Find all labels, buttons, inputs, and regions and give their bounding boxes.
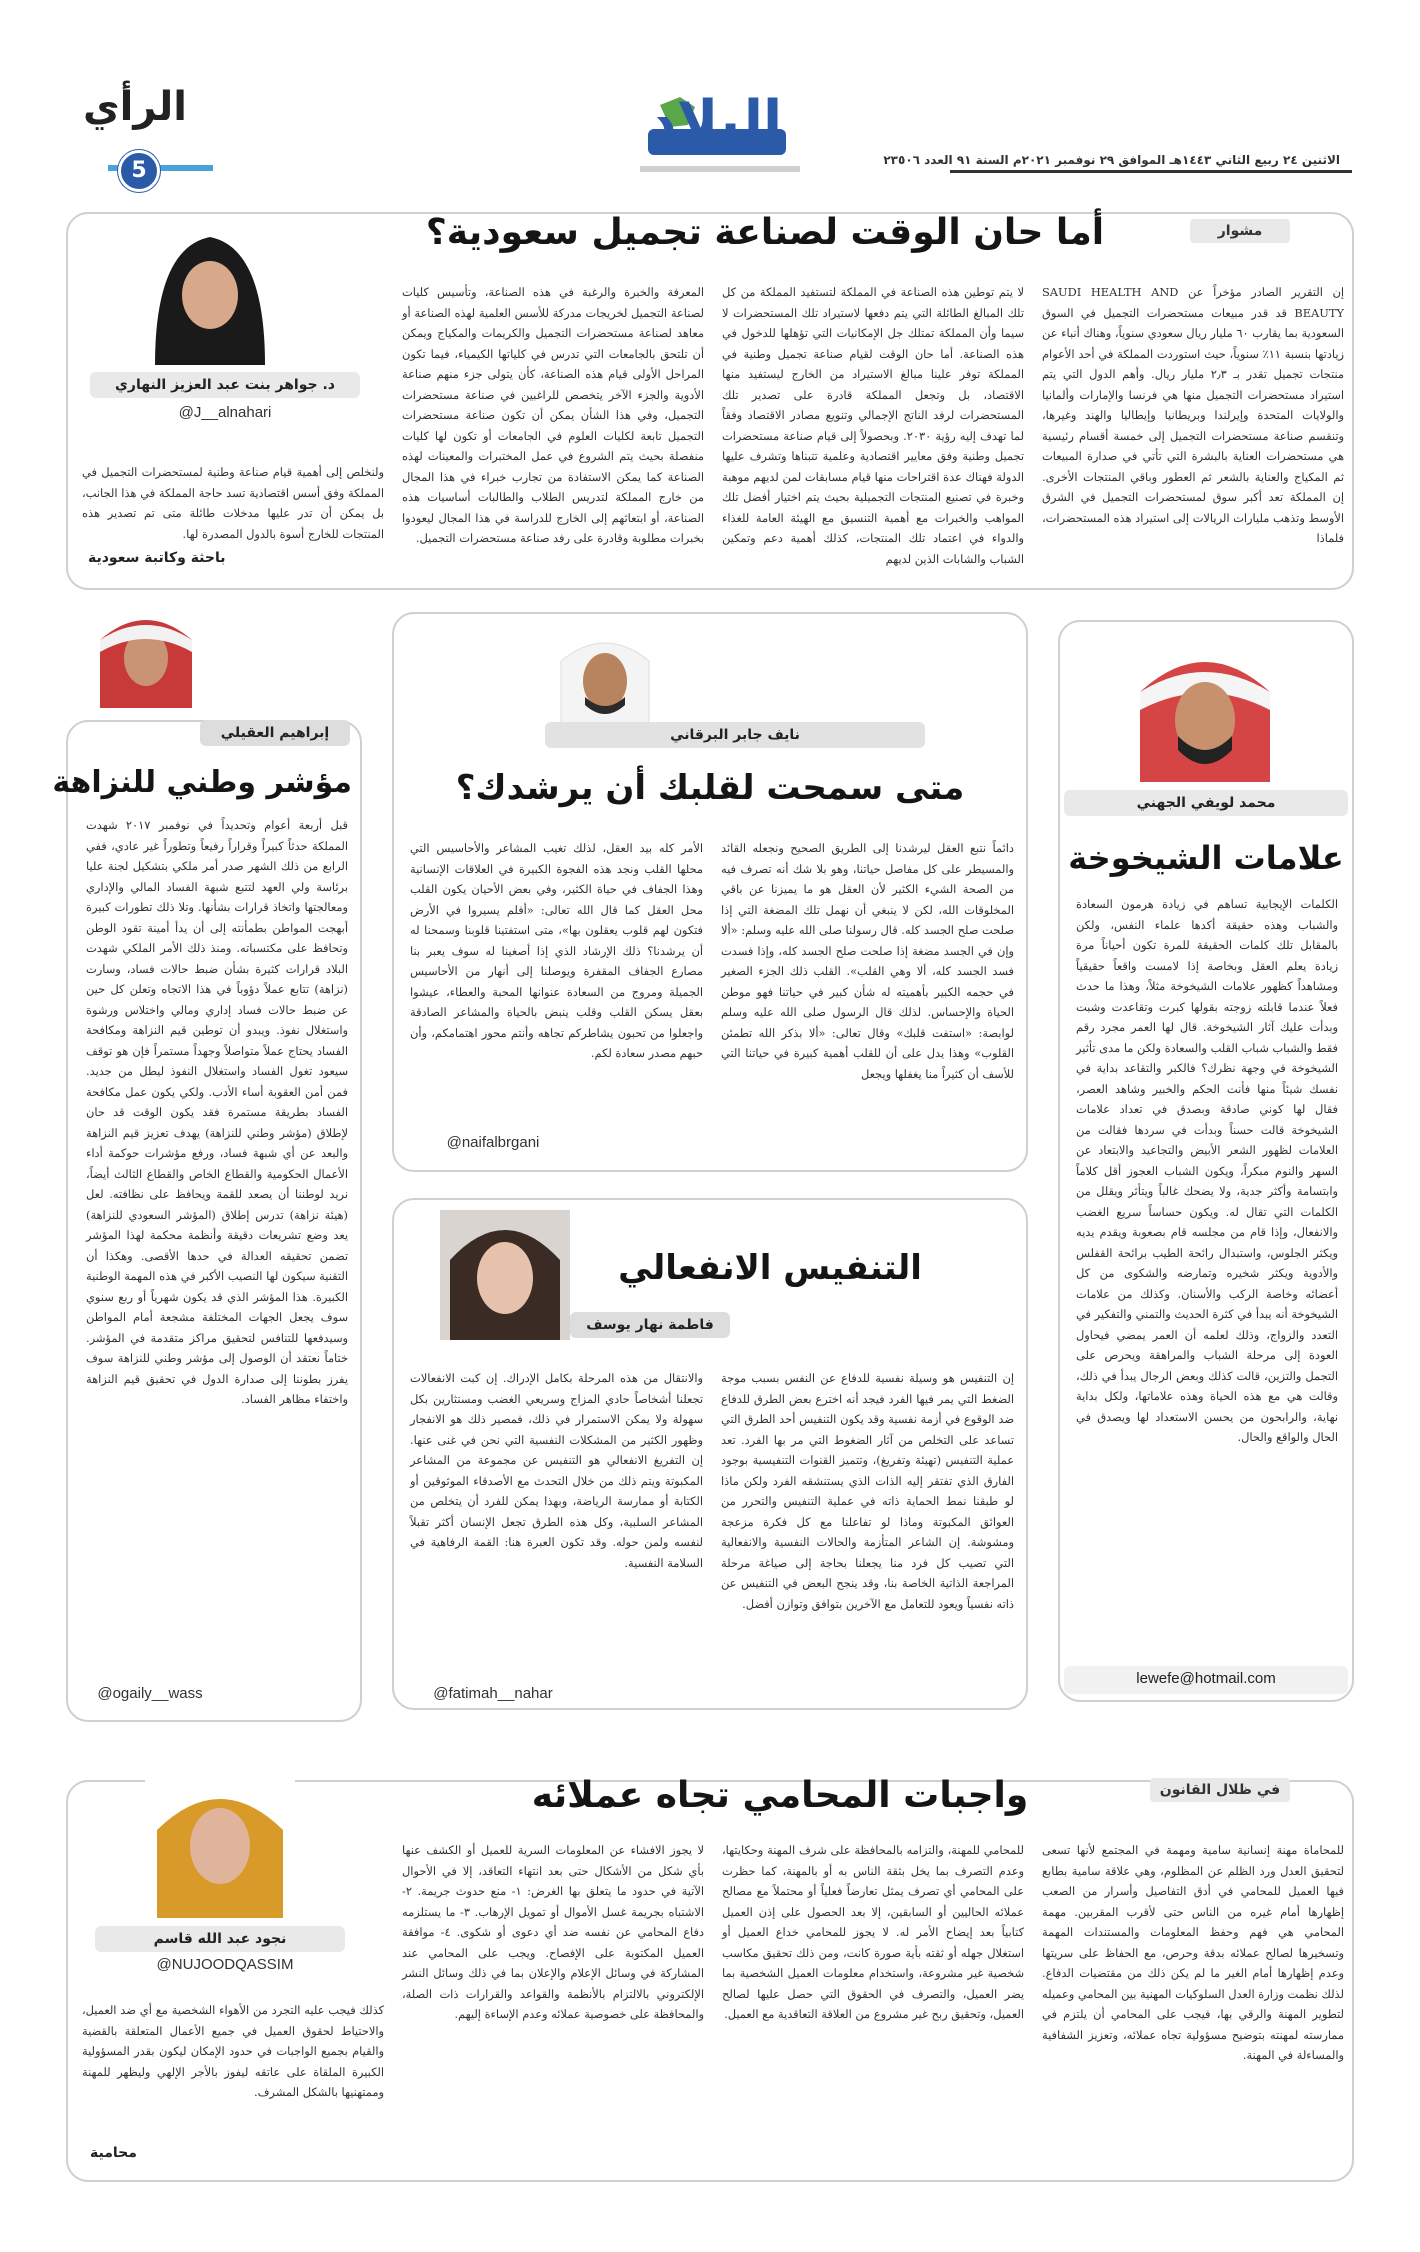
body-col-3: لا يجوز الافشاء عن المعلومات السرية للعميل أو الكشف عنها بأي شكل من الأشكال حتى بعد انتهاء التعاقد، إلا في الأحوال الآتية في حدود ما يتعلق بها الغرض: ١- منع حدوث جريمة. ٢- الاشتباه بجريمة غسل الأموال أو تمويل الإرهاب. ٣- ما يستلزمه دفاع المحامي عن نفسه ضد أي دعوى أو شكوى. ٤- موافقة العميل المكتوبة على الإفصاح. ويجب على المحامي عند المشاركة في وسائل الإعلام والإعلان بما في ذلك وسائل النشر الإلكتروني بالالتزام بالأنظمة والقواعد والقرارات ذات الصلة، والمحافظة على خصوصية عملائه وعدم الإساءة إليهم. [402,1843,705,2021]
body-col-1: إن التقرير الصادر مؤخراً عن SAUDI HEALTH AND BEAUTY قد قدر مبيعات مستحضرات التجميل في السوق السعودية بما يقارب ٦٠ مليار ريال سعودي سنوياً، وهناك أنباء عن زيادتها بنسبة ١١٪ سنوياً، حيث استوردت المملكة في أحد الأعوام منتجات تجميل تقدر بـ ٢٫٣ مليار ريال. وأهم الدول التي يتم استيراد مستحضرات التجميل منها هي فرنسا والإمارات وألمانيا والولايات المتحدة وإيرلندا وبريطانيا وإيطاليا والهند وغيرها، وتنقسم صناعة مستحضرات التجميل إلى خمسة أقسام رئيسية هي مستحضرات العناية بالبشرة التي تأتي في صدارة المبيعات ثم المكياج والعناية بالشعر ثم العطور وباقي المنتجات الأخرى. إن المملكة تعد أكبر سوق لمستحضرات التجميل في الشرق الأوسط وتذهب مليارات الريالات إلى استيراد هذه المستحضرات، فلماذا [1042,285,1344,545]
body-col-1: دائماً نتبع العقل ليرشدنا إلى الطريق الصحيح ونجعله القائد والمسيطر على كل مفاصل حياتنا، وهو بلا شك أنه تصرف فيه من الصحة الشيء الكثير لأن العقل هو ما يميزنا عن باقي المخلوقات الله، لكن لا ينبغي أن نهمل تلك المضغة التي إذا صلحت صلح الجسد كله. قال رسولنا صلى الله عليه وسلم: «ألا وإن في الجسد مضغة إذا صلحت صلح الجسد كله، وإذا فسدت فسد الجسد كله، ألا وهي القلب». القلب ذلك الجزء الصغير في حجمه الكبير بأهميته له شأن كبير في حياتنا فهو موطن الحياة والإحساس. لذلك قال الرسول صلى الله عليه وسلم لوابصة: «استفت قلبك» وقال تعالى: «ألا بذكر الله تطمئن القلوب» وهذا يدل على أن للقلب أهمية كبيرة في حياتنا التي للأسف أن كثيراً منا يغفلها ويجعل [721,841,1014,1081]
author-handle: @naifalbrgani [446,1134,540,1151]
column-tag: مشوار [1190,219,1290,243]
author-name: محمد لويفي الجهني [1064,790,1348,816]
author-email-text: lewefe@hotmail.com [1136,1670,1276,1687]
page-number-badge-icon [118,150,160,192]
masthead [0,0,1420,185]
article-body [1076,894,1338,1644]
body-col-2: لا يتم توطين هذه الصناعة في المملكة لتستفيد المملكة من كل تلك المبالغ الطائلة التي يتم دفعها لاستيراد تلك المستحضرات لا سيما وأن المملكة تمتلك جل الإمكانيات التي تؤهلها للدخول في هذه الصناعة. أما حان الوقت لقيام صناعة تجميل وطنية في المملكة توفر علينا مبالغ الاستيراد من الخارج ليستفيد منها الاقتصاد، بل وتجعل المملكة قادرة على تصدير تلك المستحضرات لرفد الناتج الإجمالي وتنويع مصادر الاقتصاد وفقاً لما تهدف إليه رؤية ٢٠٣٠. وبحصولاً إلى قيام صناعة مستحضرات تجميل وطنية وفق معايير اقتصادية وعلمية تتبناها وتشرف عليها الدولة فهناك عدة اقتراحات منها قيام مسابقات لمن لديهم موهبة وخبرة في تصنيع المنتجات التجميلية بحيث يتم اختيار أفضل تلك المواهب والخبرات مع أهمية التنسيق مع الهيئة العامة للغذاء والدواء في اعتماد تلك المنتجات، كذلك أهمية دعم وتمكين الشباب والشابات الذين لديهم [722,285,1024,566]
logo-text: البلاد [647,89,783,154]
author-handle: @NUJOODQASSIM [156,1956,294,1973]
author-photo [1130,632,1280,782]
logo-underline [640,166,800,172]
author-name: إبراهيم العقيلي [200,720,350,746]
body-col-2: والانتقال من هذه المرحلة بكامل الإدراك. إن كبت الانفعالات تجعلنا أشخاصاً حادي المزاج وسريعي الغضب ومستثارين بكل سهولة ولا يمكن الاستمرار في ذلك، فمصير ذلك هو الانفجار وظهور الكثير من المشكلات النفسية التي نحن في غنى عنها. إن التفريغ الانفعالي هو التنفيس عن مجموعة من المشاعر المكبوتة ويتم ذلك من خلال التحدث مع الأصدقاء الموثوقين أو الكتابة أو ممارسة الرياضة، وبهذا يمكن للفرد أن يتخلص من المشاعر السلبية، وكل هذه الطرق تجعل الإنسان أكثر تقبلاً لنفسه ولمن حوله. وقد تكون العبرة هنا: القمة الرفاهية في السلامة النفسية. [410,1371,703,1570]
author-name: نايف جابر البرقاني [545,722,925,748]
body-col-2: الأمر كله بيد العقل، لذلك تغيب المشاعر والأحاسيس التي محلها القلب ونجد هذه الفجوة الكبيرة في العلاقات الإنسانية وهذا الجفاف في حياة الكثير، وفي بعض الأحيان يكون القلب محل العقل كما قال الله تعالى: «أفلم يسيروا في الأرض فتكون لهم قلوب يعقلون بها»، متى استفتينا قلوبنا وسمحنا له أن يرشدنا؟ ذلك الإرشاد الذي إذا أصغينا له سوف يعبر بنا مصارع الجفاف المقفرة ويوصلنا إلى أنهار من الأحاسيس الجميلة ومروج من السعادة عنوانها المحبة والعطاء، عيشوا بعقل يسكن القلب وقلب ينبض بالحياة والمشاعر الصادقة واجعلوا من تحبون يشاطركم تجاهه وأنتم محور اهتمامكم، وأن حبهم مصدر سعادة لكم. [410,841,703,1060]
author-photo [555,625,655,735]
page-number: 5 [131,158,147,183]
dateline-rule [950,170,1352,173]
author-photo [440,1210,570,1340]
body-col-4 [82,1840,384,2174]
article-body [82,282,1344,578]
author-photo [92,600,200,708]
author-name: فاطمة نهار يوسف [570,1312,730,1338]
author-signature: محامية [90,2145,137,2161]
author-signature: باحثة وكاتبة سعودية [88,550,226,566]
author-name: نجود عبد الله قاسم [95,1926,345,1952]
body-col-1: إن التنفيس هو وسيلة نفسية للدفاع عن النفس بسبب موجة الضغط التي يمر فيها الفرد فيجد أنه اخترع بعض الطرق للدفاع ضد الوقوع في أزمة نفسية وقد يكون التنفيس أحد الطرق التي تساعد على التخلص من آثار الضغوط التي مر بها الفرد. تعد عملية التنفيس (تهيئة وتفريغ)، وتتميز القنوات التنفيسية بوجود الفارق الذي تفتقر إليه الذات الذي يستنشقه الفرد ولكن ماذا لو طبقنا نمط الحماية ذاته في عملية التنفيس والتحرر من العوائق المكبوتة وماذا لو تفاعلنا مع كل فكرة مزعجة ومشوشة. إن الشاعر المتأزمة والحالات النفسية والانفعالية التي تصيب كل فرد منا يجعلنا بحاجة إلى صياغة مرحلة المراجعة الذاتية الخاصة بنا، وقد ينجح البعض في التنفيس عن ذاته نفسياً ويعود للتعامل مع الآخرين بتوافق وتوازن أفضل. [721,1371,1014,1611]
article-body [410,838,1014,1110]
body-col-1: الكلمات الإيجابية تساهم في زيادة هرمون السعادة والشباب وهذه حقيقة أكدها علماء النفس، ولكن بالمقابل تلك كلمات الحقيقة للمرة تكون أحياناً مرة زيادة يعلم العقل وبخاصة إذا لامست واقعاً حقيقياً ومشاهداً كظهور علامات الشيخوخة مثلاً، وهذا ما حدث فعلاً عندما قابلته زوجته بقولها كبرت وتقاعدت وشبت وبدأت عليك آثار الشيخوخة. قال لها العمر مجرد رقم فقط والشباب شباب القلب والسعادة ولكن ما مدى تأثير الشيخوخة في وجهة نظرك؟ فالكبر والتقاعد بداية في نفسك شيئاً منها فأنت الحكم والخبير وشاهد العصر، فقال لها كوني صادقة وبصدق في تعداد علامات الشيخوخة قالت حسناً وبدأت في سردها فقالت من العلامات لظهور الشعر الأبيض والتجاعيد والابتعاد عن السهر والنوم مبكراً، ويكون الشباب العجوز أقل كلاماً وابتسامة وأكثر جدية، ولا يضحك غالباً ويتأثر ويقلل من الكلمات التي تقال له. ويكون حساساً سريع الغضب والانفعال، وإذا قام من مجلسه قام بصعوبة ويقدم يديه ويكثر الجلوس، واستبدال رائحة الطيب برائحة القفلس والأدوية ويكثر شخيره وتمارضه والشكوى من كل أعضائه وخاصة الركب والأسنان. وكذلك من علامات الشيخوخة أنه يبدأ في كثرة الحديث والتمني والتفكير في التعدد والزواج، وذلك لعلمه أن العمر يمضي فيحاول العودة إلى مرحلة الشباب والمراهقة ويحرص على التجمل والتزين، قالت كذلك وبعض الرجال يبدأ في ذلك، وقالت هي مع هذه الحياة وهذه علاماتها، ولكل بداية نهاية، والرابحون من يحسن الاستعداد لها ويصدق في الحال والواقع والحال. [1076,897,1338,1444]
body-col-4 [82,282,384,578]
article-body [82,1840,1344,2174]
article-body [86,815,348,1691]
body-col-1: للمحاماة مهنة إنسانية سامية ومهمة في المجتمع لأنها تسعى لتحقيق العدل ورد الظلم عن المظلوم، وهي علاقة سامية بطابع فيها العميل للمحامي في أدق التفاصيل وأسرار من الصعب إظهارها أمام غيره من الناس حتى لأقرب المقربين. مهمة المحامي هي فهم وحفظ المعلومات والمستندات المهمة وتسخيرها لصالح عملائه بدقة وحرص، مع الحفاظ على سريتها وعدم إظهارها أمام الغير ما لم يكن ذلك من مقتضيات الدفاع. لذلك نظمت وزارة العدل السلوكيات المهنية بين المحامي وعميله لتطوير المهنة والرقي بها، فيجب على المحامي أن يلتزم في ممارسته لمهنته بتوضيح مسؤولية تجاه عملائه، وتعزيز الشفافية والمساءلة في المهنة. [1042,1843,1344,2062]
article-title: أما حان الوقت لصناعة تجميل سعودية؟ [425,212,1105,253]
article-title: علامات الشيخوخة [1068,839,1344,877]
article-title: التنفيس الانفعالي [618,1248,922,1288]
author-handle: @ogaily__wass [97,1685,203,1702]
body-col-3: المعرفة والخبرة والرغبة في هذه الصناعة، وتأسيس كليات لصناعة التجميل لخريجات مدركة للأسس العلمية لهذه الصناعة أو معاهد لصناعة مستحضرات التجميل والكريمات والمكياج ويمكن أن تلتحق بالجامعات التي تدرس في كلياتها الكيمياء، فيما تكون المراحل الأولى قيام هذه الصناعة، كأن يتولى جزء منهم صناعة الأدوية والجزء الآخر يتخصص للراغبين في صناعة مستحضرات التجميل، وفي هذا الشأن يمكن أن تكون صناعة مستحضرات التجميل تابعة لكليات العلوم في الجامعات أو تكون لها كليات منفصلة بحيث يتم الشروع في عمل المختبرات والمعينات لهذه الصناعة كما يمكن الاستفادة من تجارب خبراء في هذا المجال من خارج المملكة لتدريس الطلاب والطالبات أساسيات هذه الصناعة، أو ابتعاثهم إلى الخارج للدراسة في هذا المجال ليعودوا بخبرات مطلوبة وقادرة على رفد صناعة مستحضرات التجميل. [402,285,704,545]
article-title: واجبات المحامي تجاه عملائه [531,1775,1029,1816]
author-handle: @fatimah__nahar [433,1685,553,1702]
article-title: متى سمحت لقلبك أن يرشدك؟ [455,768,965,808]
body-col-2: للمحامي للمهنة، والتزامه بالمحافظة على شرف المهنة وحكايتها، وعدم التصرف بما يخل بثقة الناس به أو بالمهنة، كما حظرت على المحامي أي تصرف يمثل تعارضاً فعلياً أو محتملاً مع مصالح عملائه الحاليين أو السابقين، إلا بعد الحصول على إذن العميل كتابياً بعد إيضاح الأمر له. لا يجوز للمحامي خداع العميل أو استغلال جهله أو ثقته بأية صورة كانت، ومن ذلك تحقيق مكاسب شخصية غير مشروعة، واستخدام معلومات العميل الشخصية بما يضر العميل، والتصرف في الحقوق التي حصل عليها لصالح العميل، وتحقيق ربح غير مشروع من العلاقة التعاقدية مع العميل. [722,1843,1024,2021]
dateline: الاثنين ٢٤ ربيع الثاني ١٤٤٣هـ الموافق ٢٩ نوفمبر ٢٠٢١م السنة ٩١ العدد ٢٣٥٠٦ [883,153,1340,167]
author-name: د. جواهر بنت عبد العزيز النهاري [90,372,360,398]
article-body [410,1368,1014,1658]
body-col-1: قبل أربعة أعوام وتحديداً في نوفمبر ٢٠١٧ شهدت المملكة حدثاً كبيراً وقراراً رفيعاً وتطوراً غير عادي، ففي الرابع من ذلك الشهر صدر أمر ملكي بتشكيل لجنة عليا برئاسة ولي العهد لتتبع شبهة الفساد المالي والإداري ومعالجتها واتخاذ قرارات بشأنها. وتلا ذلك تطورات كبيرة أبهجت المواطن بطمأنته إلى أن يدأ أمينة تقود الوطن وتحافظ على مكتسباته. ومنذ ذلك الأمر الملكي شهدت البلاد قرارات كثيرة بشأن ضبط حالات فساد، وسارت (نزاهة) تتابع عملاً دؤوباً في هذا الاتجاه وتعلن كل حين عن ضبط حالات فساد إداري ومالي واختلاس ورشوة واستغلال نفوذ. ويبدو أن توطين قيم النزاهة ومكافحة الفساد يحتاج عملاً متواصلاً وجهداً مستمراً فإن هو توقف سيعود تغول الفساد واستغلال النفوذ ليطل من جديد. فمن أمن العقوبة أساء الأدب. ولكي يكون عمل مكافحة الفساد بطريقة مستمرة فقد يكون الوقت قد حان لإطلاق (مؤشر وطني للنزاهة) يهدف تعزيز قيم النزاهة والبعد عن أي شبهة فساد، ورفع مؤشرات حوكمة أداء الأعمال الحكومية والقطاع الخاص والقطاع الثالث أيضاً، نريد لوطننا أن يصعد للقمة ويحافظ على نظافته. لعل (هيئة نزاهة) تدرس إطلاق (المؤشر السعودي للنزاهة) يعد وضع تشريعات دقيقة وأنظمة محكمة لهذا المؤشر تضمن تحقيقه العدالة في حدها الأقصى. وهكذا أن التقنية سيكون لها النصيب الأكبر في هذه المهمة الوطنية الكبيرة. هذا المؤشر الذي قد يكون شهرياً أو ربع سنوي سوف يجعل الجهات المختلفة مشجعة أمام المواطن وسيدفعها للتنافس لتحقيق مراكز متقدمة في المؤشر. ختاماً نعتقد أن الوصول إلى مؤشر وطني للنزاهة سوف يفرز بطوننا إلى صدارة الدول في تحقيق قيم النزاهة واختفاء مظاهر الفساد. [86,818,348,1406]
article-title: مؤشر وطني للنزاهة [52,765,352,800]
body-col-4-text: ولنخلص إلى أهمية قيام صناعة وطنية لمستحضرات التجميل في المملكة وفق أسس اقتصادية تسد حاجة المملكة في هذا الجانب، بل يمكن أن تدر عليها مدخلات طائلة متى تم تصدير هذه المنتجات للخارج أسوة بالدول المصدرة لها. [82,465,384,541]
author-email [1064,1666,1348,1694]
author-handle: @J__alnahari [178,404,272,421]
body-col-4-text: كذلك فيجب عليه التجرد من الأهواء الشخصية مع أي ضد العميل، والاحتياط لحقوق العميل في جميع الأعمال المتعلقة بالقضية والقيام بجميع الواجبات في حدود الإمكان ليكون بقدر المسؤولية الكبيرة الملقاة على عاتقه ليفوز بالأجر الإلهي وليظهر للمهنة وممتهنيها بالشكل المشرف. [82,2003,384,2099]
column-tag: في ظلال القانون [1150,1778,1290,1802]
section-title: الرأي [83,84,187,130]
